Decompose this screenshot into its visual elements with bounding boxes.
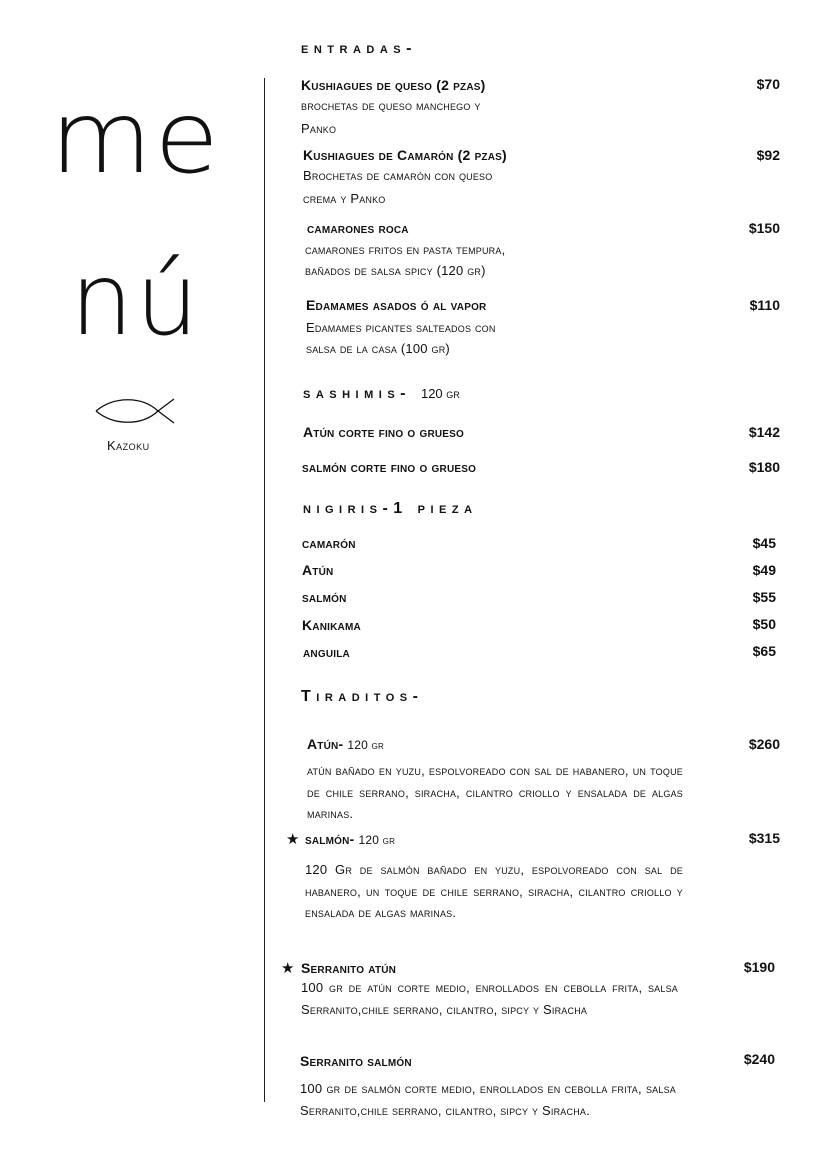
tiradito-item-name	[305, 831, 395, 847]
entradas-item-desc: brochetas de queso manchego y	[301, 98, 481, 113]
tiradito-name-note: 120 gr	[347, 738, 384, 752]
tiradito-item-price: $315	[748, 830, 780, 846]
entradas-item-name: Kushiagues de Camarón (2 pzas)	[303, 147, 507, 163]
logo-text-me: me	[50, 79, 222, 196]
nigiri-item-price: $65	[752, 643, 776, 659]
brand-name: Kazoku	[107, 438, 150, 453]
section-title-text: sashimis-	[303, 385, 412, 402]
tiradito-name-text: salmón-	[305, 831, 355, 847]
entradas-item-desc: Brochetas de camarón con queso	[303, 168, 493, 183]
entradas-item-price: $92	[756, 147, 780, 163]
star-icon: ★	[286, 831, 300, 848]
tiradito-item-desc: 100 gr de salmón corte medio, enrollados en cebolla frita, salsa Serranito,chile serrano, cilantro, sipcy y Siracha.	[300, 1081, 676, 1118]
star-icon: ★	[281, 960, 295, 977]
entradas-item-desc: crema y Panko	[303, 191, 386, 206]
nigiri-item-name: camarón	[302, 535, 356, 551]
fish-icon	[94, 396, 176, 426]
nigiri-item-price: $49	[752, 562, 776, 578]
sashimi-item-name: Atún corte fino o grueso	[303, 424, 465, 440]
vertical-divider	[264, 78, 265, 1102]
nigiri-item-price: $55	[752, 589, 776, 605]
nigiri-item-price: $50	[752, 616, 776, 632]
nigiri-item-price: $45	[752, 535, 776, 551]
entradas-item-price: $110	[749, 297, 780, 313]
tiradito-item-desc: 100 gr de atún corte medio, enrollados en cebolla frita, salsa Serranito,chile serrano, cilantro, sipcy y Siracha	[301, 980, 678, 1017]
entradas-item-price: $70	[756, 76, 780, 92]
nigiri-item-name: anguila	[303, 644, 350, 660]
tiradito-item-price: $240	[743, 1051, 775, 1067]
section-title-tiraditos	[301, 688, 423, 706]
entradas-item-desc: bañados de salsa spicy (120 gr)	[305, 263, 486, 278]
logo-text-nu: nú	[70, 241, 201, 358]
section-title-sashimis	[303, 385, 460, 403]
tiradito-item-desc: 120 Gr de salmón bañado en yuzu, espolvoreado con sal de habanero, un toque de chile serrano, siracha, cilantro criollo y ensalada de algas marinas.	[305, 862, 683, 920]
tiradito-item-name: Serranito atún	[301, 960, 397, 976]
sashimi-item-price: $180	[748, 459, 780, 475]
entradas-item-name: camarones roca	[307, 220, 409, 236]
nigiri-item-name: salmón	[302, 589, 347, 605]
entradas-item-desc: camarones fritos en pasta tempura,	[305, 242, 506, 257]
nigiri-item-name: Atún	[302, 562, 334, 578]
section-title-note: 120 gr	[420, 386, 460, 401]
tiradito-item-price: $260	[748, 736, 780, 752]
nigiri-item-name: Kanikama	[302, 617, 361, 633]
entradas-item-desc: salsa de la casa (100 gr)	[306, 341, 450, 356]
sashimi-item-price: $142	[748, 424, 780, 440]
section-title-nigiris: nigiris-1 pieza	[303, 500, 478, 517]
sashimi-item-name: salmón corte fino o grueso	[302, 459, 477, 475]
tiradito-item-name: Serranito salmón	[300, 1053, 412, 1069]
entradas-item-desc: Panko	[301, 121, 337, 136]
tiradito-item-price: $190	[743, 959, 775, 975]
section-title-text: Tiraditos-	[301, 688, 424, 705]
tiradito-item-desc: atún bañado en yuzu, espolvoreado con sal de habanero, un toque de chile serrano, siracha, cilantro criollo y ensalada de algas marinas.	[307, 763, 683, 821]
section-title-entradas: entradas-	[301, 40, 417, 57]
tiradito-name-text: Atún-	[307, 736, 344, 752]
tiradito-name-note: 120 gr	[358, 833, 396, 847]
entradas-item-price: $150	[748, 220, 780, 236]
entradas-item-name: Edamames asados ó al vapor	[306, 297, 487, 313]
entradas-item-name: Kushiagues de queso (2 pzas)	[301, 77, 486, 93]
tiradito-item-name	[307, 736, 384, 752]
entradas-item-desc: Edamames picantes salteados con	[306, 320, 496, 335]
